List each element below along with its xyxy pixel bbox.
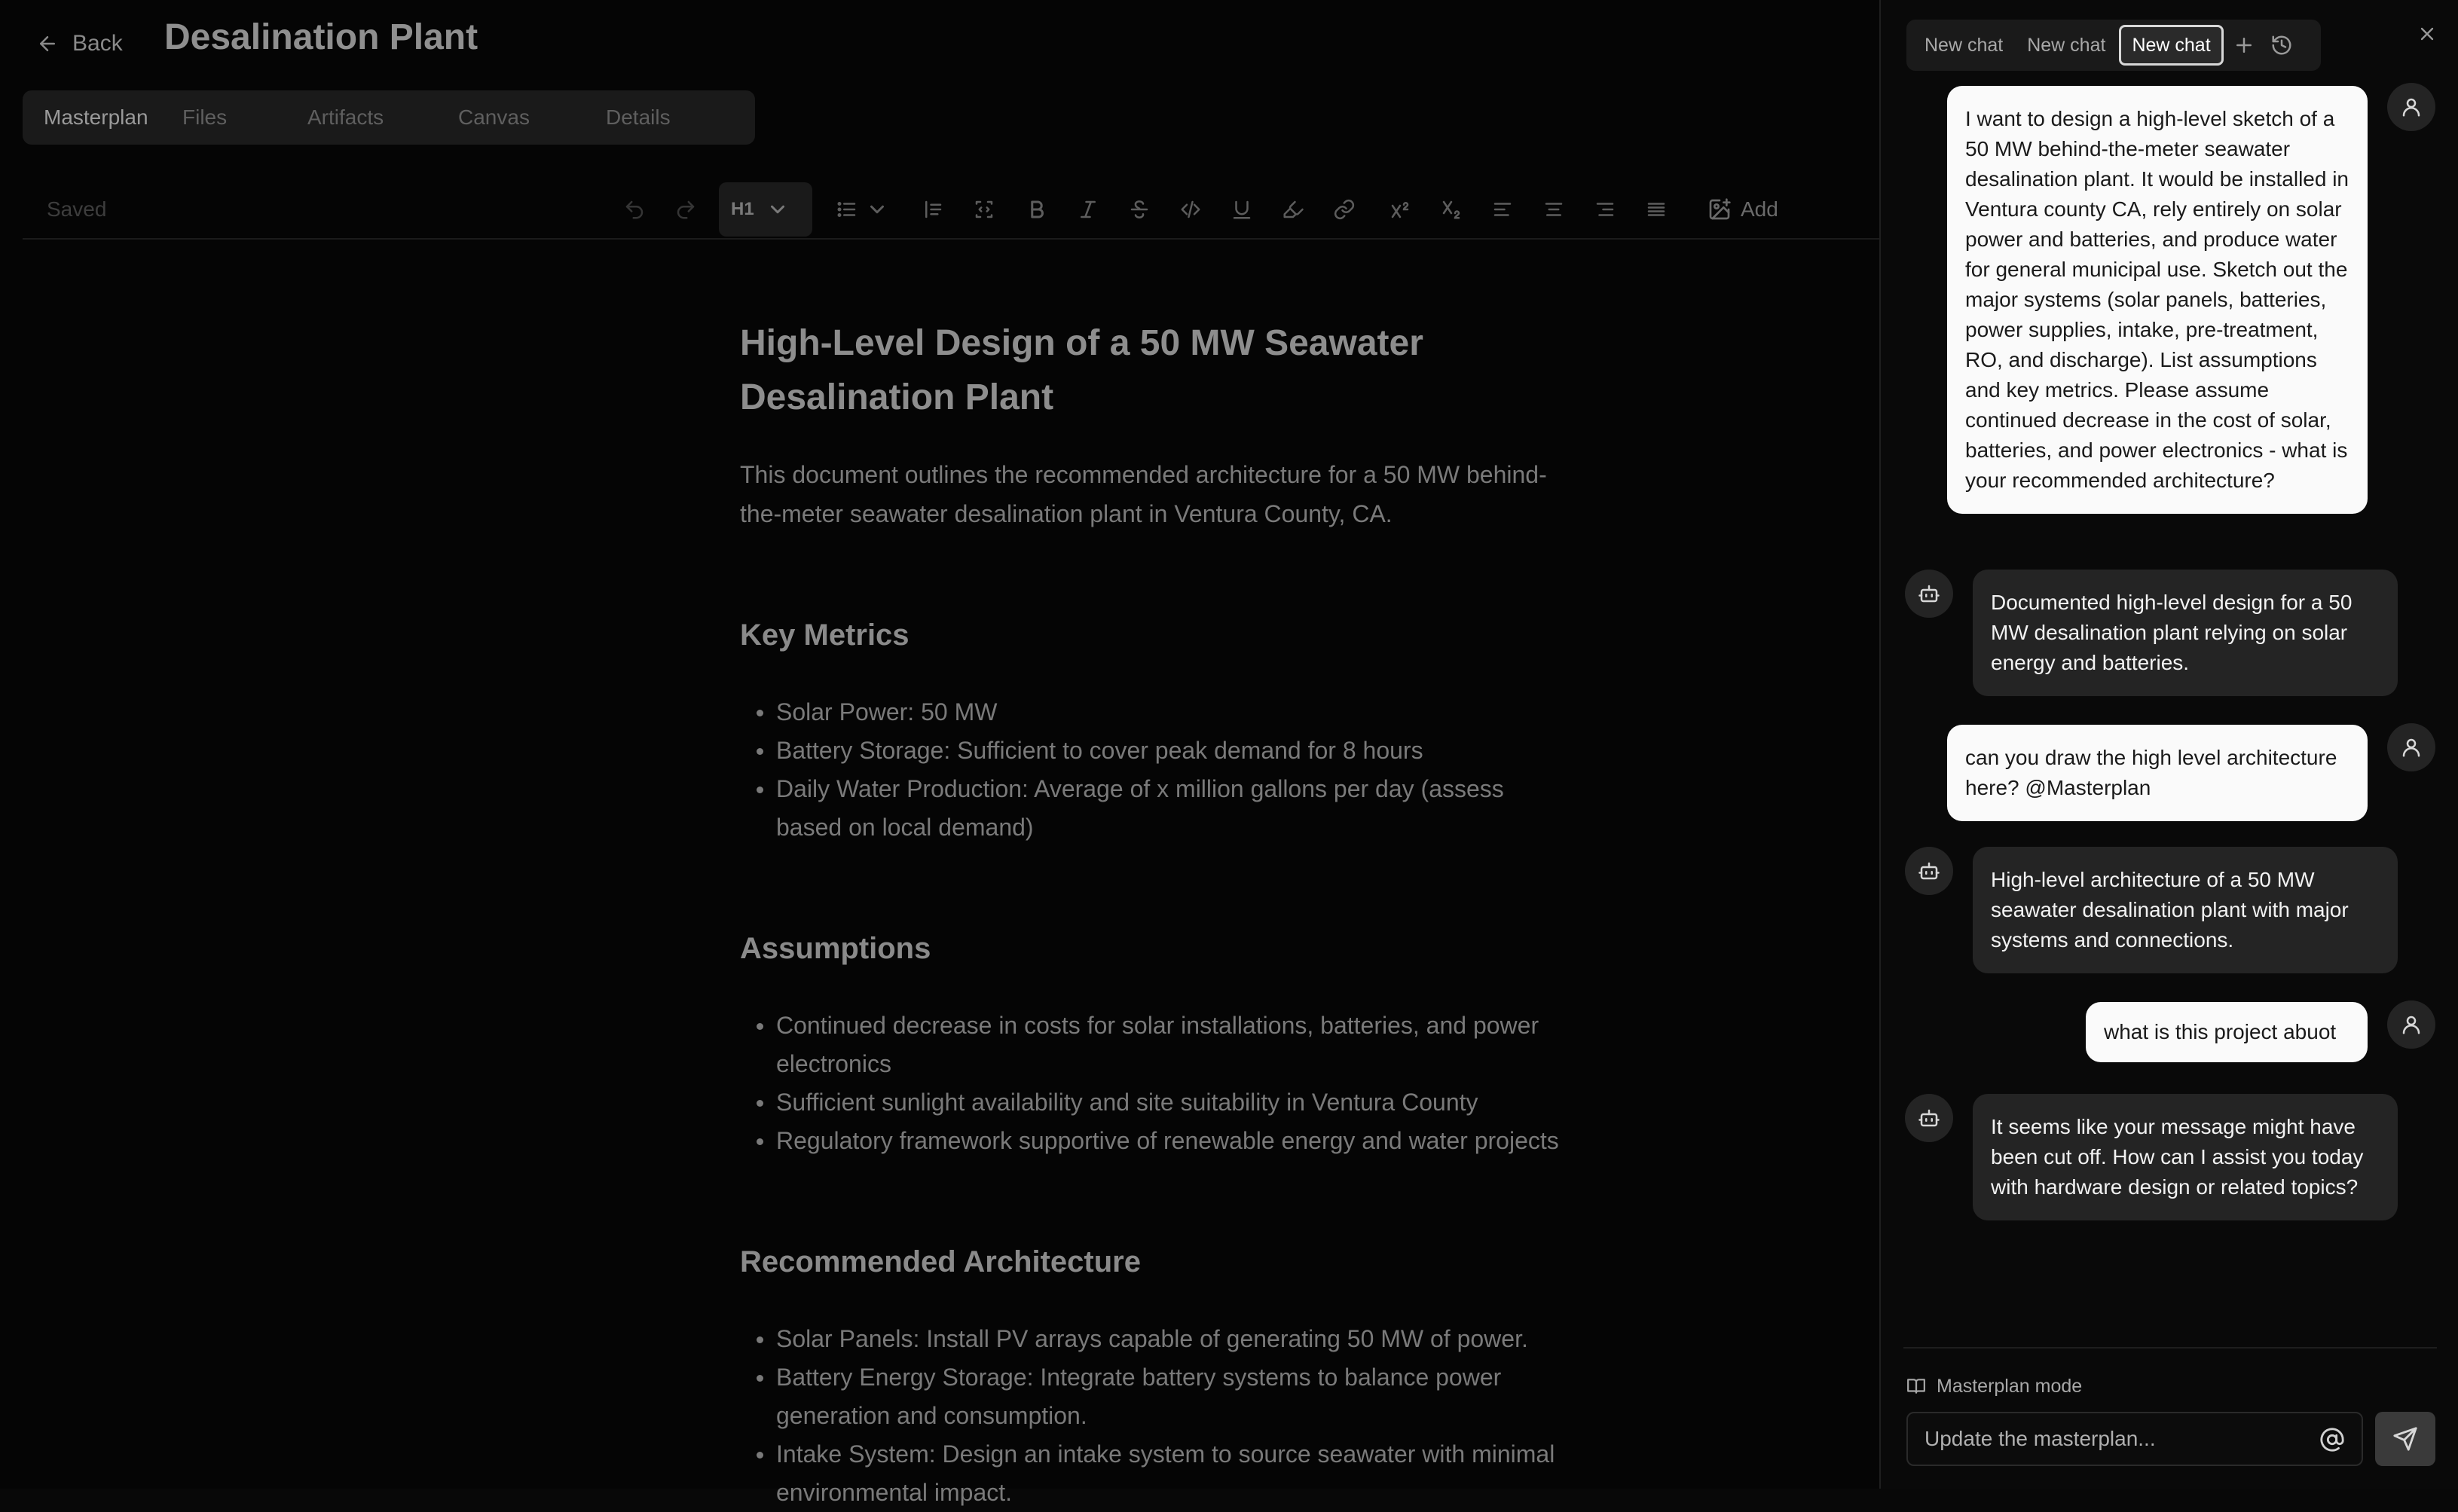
list-item: Battery Storage: Sufficient to cover peak demand for 8 hours	[740, 732, 1569, 770]
history-icon	[2270, 34, 2293, 57]
bold-button[interactable]	[1016, 188, 1058, 231]
align-center-icon	[1542, 198, 1565, 221]
assistant-avatar	[1905, 570, 1953, 618]
link-button[interactable]	[1323, 188, 1365, 231]
tab-masterplan[interactable]: Masterplan	[44, 105, 148, 129]
chat-tab[interactable]: New chat	[2027, 34, 2106, 56]
inline-code-button[interactable]	[1169, 188, 1212, 231]
chat-panel	[1879, 0, 2458, 1489]
assistant-avatar	[1905, 847, 1953, 895]
align-right-button[interactable]	[1584, 188, 1626, 231]
main-tabs	[23, 90, 755, 145]
add-image-button[interactable]	[1707, 188, 1778, 231]
list-item: Continued decrease in costs for solar installations, batteries, and power electronics	[740, 1006, 1569, 1083]
list-item: Daily Water Production: Average of x million gallons per day (assess based on local demand)	[740, 770, 1569, 847]
tab-files[interactable]: Files	[182, 105, 228, 129]
chat-input-container	[1906, 1412, 2363, 1466]
document-title: High-Level Design of a 50 MW Seawater Desalination Plant	[740, 323, 1423, 417]
list-item: Battery Energy Storage: Integrate battery systems to balance power generation and consumption.	[740, 1358, 1569, 1435]
code-icon	[1179, 198, 1202, 221]
back-label: Back	[72, 31, 123, 56]
assistant-message: It seems like your message might have been cut off. How can I assist you today with hardware design or related topics?	[1973, 1094, 2398, 1220]
section-heading: Assumptions	[740, 932, 931, 965]
redo-button[interactable]	[665, 188, 707, 231]
italic-button[interactable]	[1067, 188, 1109, 231]
user-icon	[2400, 1013, 2423, 1036]
add-label: Add	[1741, 197, 1778, 221]
code-block-button[interactable]	[963, 188, 1005, 231]
chat-history-button[interactable]	[2264, 25, 2299, 66]
close-panel-button[interactable]	[2408, 15, 2446, 53]
book-icon	[1906, 1376, 1926, 1396]
subscript-icon	[1440, 198, 1463, 221]
user-message: I want to design a high-level sketch of a 50 MW behind-the-meter seawater desalination plant. It would be installed in Ventura county CA, rely entirely on solar power and batteries, and produce water for general municipal use. Sketch out the major systems (solar panels, batteries, power supplies, intake, pre-treatment, RO, and discharge). List assumptions and key metrics. Please assume continued decrease in the cost of solar, batteries, and power electronics - what is your recommended architecture?	[1947, 86, 2368, 514]
mode-label: Masterplan mode	[1937, 1375, 2083, 1397]
tab-canvas[interactable]: Canvas	[458, 105, 530, 129]
align-justify-button[interactable]	[1635, 188, 1677, 231]
section-heading: Recommended Architecture	[740, 1245, 1141, 1278]
underline-icon	[1231, 198, 1253, 221]
user-avatar	[2387, 1000, 2435, 1049]
heading-level-select[interactable]	[719, 182, 812, 237]
assistant-message: High-level architecture of a 50 MW seawater desalination plant with major systems and connections.	[1973, 847, 2398, 973]
user-icon	[2400, 736, 2423, 759]
chevron-down-icon	[866, 198, 888, 221]
align-justify-icon	[1645, 198, 1668, 221]
quote-icon	[922, 198, 944, 221]
heading-level-label: H1	[731, 199, 754, 219]
superscript-button[interactable]	[1379, 188, 1421, 231]
underline-button[interactable]	[1221, 188, 1263, 231]
chat-input[interactable]	[1925, 1413, 2301, 1465]
bullet-list	[740, 1320, 1569, 1512]
highlight-button[interactable]	[1272, 188, 1314, 231]
code-block-icon	[973, 198, 995, 221]
superscript-icon	[1389, 198, 1411, 221]
chat-tab-active[interactable]: New chat	[2119, 25, 2223, 66]
masterplan-mode-toggle[interactable]	[1906, 1373, 2082, 1400]
user-avatar	[2387, 723, 2435, 771]
italic-icon	[1077, 198, 1099, 221]
send-icon	[2392, 1426, 2418, 1452]
chevron-down-icon	[766, 198, 789, 221]
bold-icon	[1026, 198, 1048, 221]
chat-tab[interactable]: New chat	[1925, 34, 2004, 56]
divider	[1903, 1347, 2437, 1349]
chat-tabs	[1906, 20, 2321, 71]
list-item: Intake System: Design an intake system to source seawater with minimal environmental impact.	[740, 1435, 1569, 1512]
redo-icon	[674, 198, 697, 221]
subscript-button[interactable]	[1430, 188, 1472, 231]
bot-icon	[1918, 860, 1940, 882]
send-button[interactable]	[2375, 1412, 2435, 1466]
plus-icon	[2233, 34, 2255, 57]
new-chat-button[interactable]	[2227, 25, 2261, 66]
bullet-list	[740, 1006, 1569, 1160]
assistant-message: Documented high-level design for a 50 MW desalination plant relying on solar energy and batteries.	[1973, 570, 2398, 696]
tab-details[interactable]: Details	[606, 105, 671, 129]
user-message: can you draw the high level architecture here? @Masterplan	[1947, 725, 2368, 821]
editor-toolbar	[23, 178, 1879, 240]
list-item: Regulatory framework supportive of renewable energy and water projects	[740, 1122, 1569, 1160]
bullet-list	[740, 693, 1569, 847]
blockquote-button[interactable]	[912, 188, 954, 231]
bot-icon	[1918, 582, 1940, 605]
arrow-left-icon	[36, 32, 59, 55]
mention-button[interactable]	[2315, 1422, 2349, 1457]
document-body[interactable]	[740, 316, 1569, 1512]
undo-button[interactable]	[613, 188, 656, 231]
tab-artifacts[interactable]: Artifacts	[307, 105, 384, 129]
highlighter-icon	[1282, 198, 1304, 221]
assistant-avatar	[1905, 1094, 1953, 1142]
page-title: Desalination Plant	[164, 17, 478, 57]
image-plus-icon	[1707, 197, 1732, 221]
list-item: Solar Panels: Install PV arrays capable of generating 50 MW of power.	[740, 1320, 1569, 1358]
undo-icon	[623, 198, 646, 221]
align-left-button[interactable]	[1481, 188, 1524, 231]
document-intro: This document outlines the recommended architecture for a 50 MW behind-the-meter seawater desalination plant in Ventura County, CA.	[740, 461, 1547, 527]
align-left-icon	[1491, 198, 1514, 221]
list-icon	[836, 198, 858, 221]
align-center-button[interactable]	[1533, 188, 1575, 231]
list-options-button[interactable]	[856, 188, 898, 231]
user-avatar	[2387, 83, 2435, 131]
link-icon	[1333, 198, 1356, 221]
section-heading: Key Metrics	[740, 619, 910, 652]
strikethrough-icon	[1128, 198, 1151, 221]
save-status: Saved	[47, 197, 107, 221]
back-button[interactable]	[36, 23, 123, 65]
user-icon	[2400, 96, 2423, 118]
list-item: Sufficient sunlight availability and site suitability in Ventura County	[740, 1083, 1569, 1122]
list-item: Solar Power: 50 MW	[740, 693, 1569, 732]
close-icon	[2417, 23, 2438, 44]
user-message: what is this project abuot	[2086, 1002, 2368, 1062]
strikethrough-button[interactable]	[1118, 188, 1160, 231]
align-right-icon	[1594, 198, 1616, 221]
at-sign-icon	[2319, 1427, 2345, 1452]
bot-icon	[1918, 1107, 1940, 1129]
